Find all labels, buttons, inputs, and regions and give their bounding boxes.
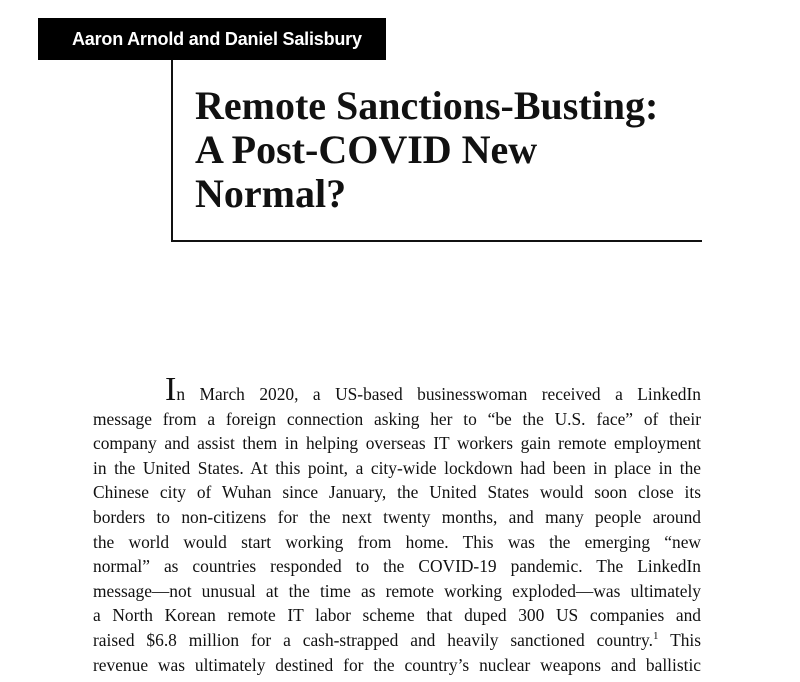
body-line-9: message—not unusual at the time as remote working exploded—was ultimately — [93, 580, 701, 601]
drop-initial: I — [165, 371, 177, 408]
footnote-line-text: raised $6.8 million for a cash-strapped and heavily sanctioned country. — [93, 629, 653, 650]
footnote-marker[interactable]: 1 — [652, 630, 659, 643]
title-line-3: Normal? — [195, 171, 347, 216]
body-line-2: message from a foreign connection asking her to “be the U.S. face” of their — [93, 408, 701, 429]
title-line-1: Remote Sanctions-Busting: — [195, 83, 659, 128]
body-line-10: a North Korean remote IT labor scheme that duped 300 US companies and — [93, 605, 701, 626]
title-line-2: A Post-COVID New — [195, 127, 538, 172]
article-body — [93, 371, 701, 677]
body-line-6: borders to non-citizens for the next twenty months, and many people around — [93, 506, 701, 527]
body-line-11 — [93, 628, 701, 653]
author-banner — [38, 18, 386, 60]
body-line-8: normal” as countries responded to the COVID-19 pandemic. The LinkedIn — [93, 556, 701, 577]
author-names: Aaron Arnold and Daniel Salisbury — [72, 28, 362, 49]
body-line-5: Chinese city of Wuhan since January, the United States would soon close its — [93, 482, 701, 503]
article-title — [195, 84, 658, 216]
body-line-7: the world would start working from home. This was the emerging “new — [93, 531, 701, 552]
footnote-line-tail: This — [658, 629, 701, 650]
first-line-text: n March 2020, a US-based businesswoman received a LinkedIn — [176, 384, 701, 404]
body-line-4: in the United States. At this point, a city-wide lockdown had been in place in the — [93, 457, 701, 478]
body-line-12: revenue was ultimately destined for the country’s nuclear weapons and ballistic — [93, 654, 701, 675]
body-line-1 — [93, 371, 701, 408]
body-line-3: company and assist them in helping overseas IT workers gain remote employment — [93, 433, 701, 454]
